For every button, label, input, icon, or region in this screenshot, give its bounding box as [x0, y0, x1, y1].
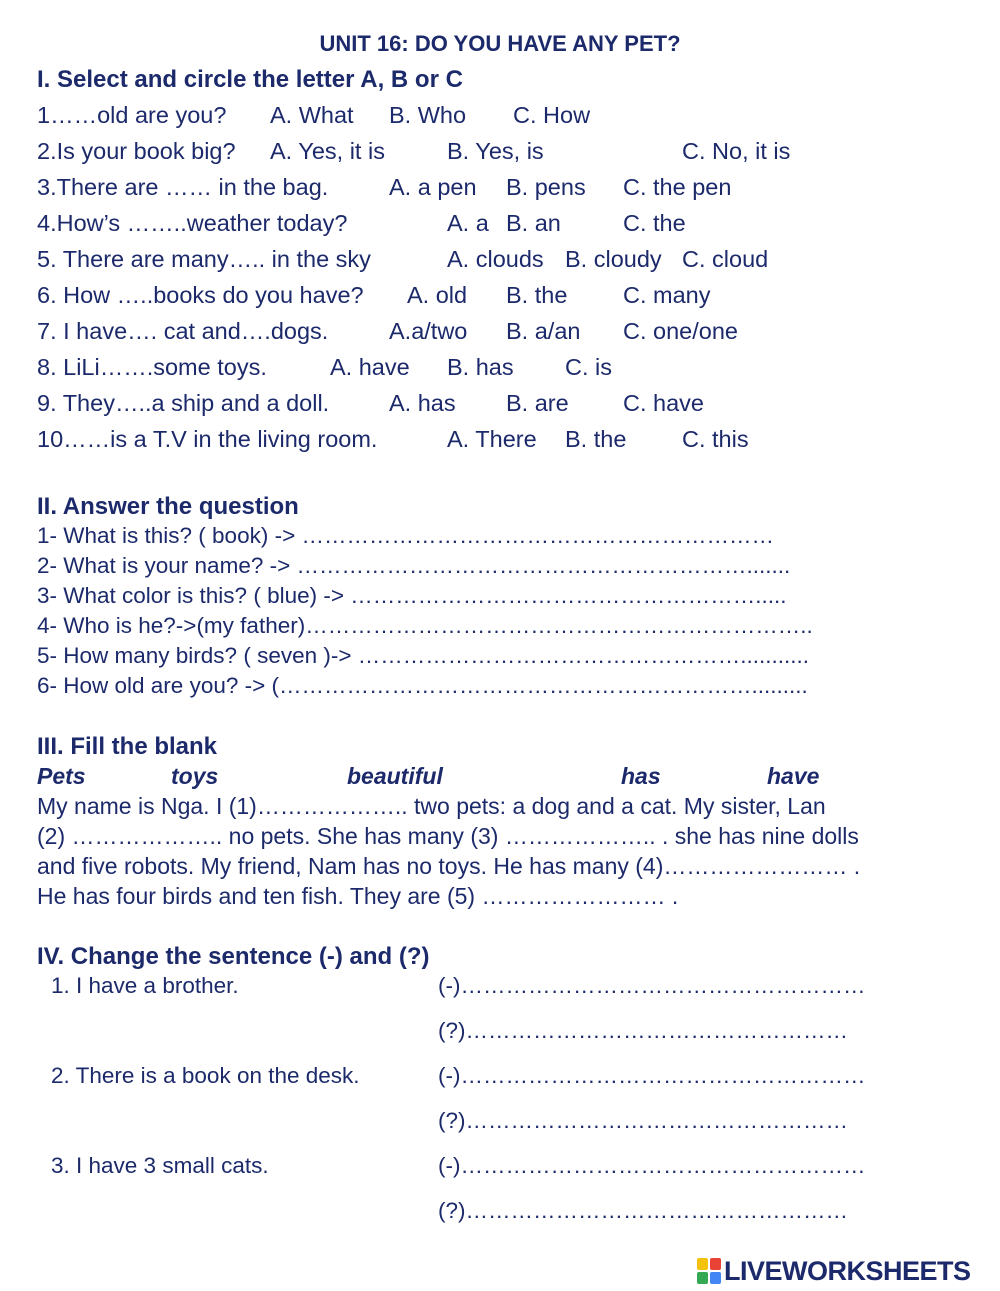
logo-text: LIVEWORKSHEETS — [724, 1255, 971, 1286]
s1-q9-text: 9. They…..a ship and a doll. — [37, 390, 330, 416]
s4-sentence-2: 2. There is a book on the desk. — [51, 1063, 360, 1088]
s1-q2-option-c[interactable]: C. No, it is — [682, 138, 791, 164]
s1-q9-option-c[interactable]: C. have — [623, 390, 704, 416]
s4-question-line-1[interactable]: (?)…………………………………………… — [438, 1018, 848, 1043]
s1-q5-option-a[interactable]: A. clouds — [447, 246, 544, 272]
section4-heading: IV. Change the sentence (-) and (?) — [37, 943, 430, 970]
s4-question-line-2[interactable]: (?)…………………………………………… — [438, 1108, 848, 1133]
s1-q6-option-c[interactable]: C. many — [623, 282, 711, 308]
s1-q4-text: 4.How’s ……..weather today? — [37, 210, 348, 236]
s1-q4-option-a[interactable]: A. a — [447, 210, 489, 236]
s3-paragraph-line-4: He has four birds and ten fish. They are (5) …………………… . — [37, 883, 679, 909]
s1-q10-text: 10……is a T.V in the living room. — [37, 426, 378, 452]
word-bank-has: has — [621, 763, 661, 789]
s3-paragraph-line-2: (2) ……………….. no pets. She has many (3) ……………….. . she has nine dolls — [37, 823, 859, 849]
s1-q2-text: 2.Is your book big? — [37, 138, 236, 164]
s2-answer-line-2[interactable]: 2- What is your name? -> ……………………………………………………....... — [37, 553, 791, 578]
section3-heading: III. Fill the blank — [37, 733, 218, 760]
s4-sentence-3: 3. I have 3 small cats. — [51, 1153, 269, 1178]
s1-q2-option-a[interactable]: A. Yes, it is — [270, 138, 385, 164]
s1-q3-option-c[interactable]: C. the pen — [623, 174, 732, 200]
s1-q5-option-c[interactable]: C. cloud — [682, 246, 769, 272]
s1-q9-option-a[interactable]: A. has — [389, 390, 456, 416]
word-bank-have: have — [767, 763, 820, 789]
s1-q7-option-a[interactable]: A.a/two — [389, 318, 468, 344]
word-bank-toys: toys — [171, 763, 219, 789]
liveworksheets-logo — [697, 1256, 971, 1286]
s4-negative-line-1[interactable]: (-)……………………………………………… — [438, 973, 866, 998]
s1-q7-text: 7. I have…. cat and….dogs. — [37, 318, 329, 344]
s4-sentence-1: 1. I have a brother. — [51, 973, 239, 998]
s1-q1-text: 1……old are you? — [37, 102, 227, 128]
s1-q10-option-a[interactable]: A. There — [447, 426, 537, 452]
s1-q8-text: 8. LiLi…….some toys. — [37, 354, 267, 380]
s1-q7-option-c[interactable]: C. one/one — [623, 318, 738, 344]
s1-q1-option-a[interactable]: A. What — [270, 102, 354, 128]
s1-q3-option-b[interactable]: B. pens — [506, 174, 586, 200]
s1-q10-option-b[interactable]: B. the — [565, 426, 627, 452]
logo-blocks-icon — [697, 1258, 721, 1284]
s1-q6-text: 6. How …..books do you have? — [37, 282, 364, 308]
s1-q2-option-b[interactable]: B. Yes, is — [447, 138, 544, 164]
s4-question-line-3[interactable]: (?)…………………………………………… — [438, 1198, 848, 1223]
s1-q8-option-c[interactable]: C. is — [565, 354, 612, 380]
s1-q3-text: 3.There are …… in the bag. — [37, 174, 329, 200]
section2-heading: II. Answer the question — [37, 493, 299, 520]
s4-negative-line-2[interactable]: (-)……………………………………………… — [438, 1063, 866, 1088]
s1-q1-option-b[interactable]: B. Who — [389, 102, 467, 128]
section1-heading: I. Select and circle the letter A, B or C — [37, 66, 463, 93]
worksheet-title: UNIT 16: DO YOU HAVE ANY PET? — [319, 31, 681, 56]
s2-answer-line-1[interactable]: 1- What is this? ( book) -> ……………………………………………………… — [37, 523, 774, 548]
s4-negative-line-3[interactable]: (-)……………………………………………… — [438, 1153, 866, 1178]
s1-q3-option-a[interactable]: A. a pen — [389, 174, 477, 200]
s2-answer-line-3[interactable]: 3- What color is this? ( blue) -> ………………………………………………..... — [37, 583, 787, 608]
word-bank-pets: Pets — [37, 763, 86, 789]
s1-q1-option-c[interactable]: C. How — [513, 102, 591, 128]
s1-q7-option-b[interactable]: B. a/an — [506, 318, 581, 344]
s1-q6-option-b[interactable]: B. the — [506, 282, 568, 308]
s1-q5-text: 5. There are many….. in the sky — [37, 246, 371, 272]
s1-q8-option-b[interactable]: B. has — [447, 354, 514, 380]
s3-paragraph-line-1: My name is Nga. I (1)……………….. two pets: a dog and a cat. My sister, Lan — [37, 793, 826, 819]
s1-q9-option-b[interactable]: B. are — [506, 390, 569, 416]
s3-paragraph-line-3: and five robots. My friend, Nam has no toys. He has many (4)…………………… . — [37, 853, 861, 879]
word-bank-beautiful: beautiful — [347, 763, 443, 789]
s2-answer-line-6[interactable]: 6- How old are you? -> (………………………………………………………......... — [37, 673, 808, 698]
s1-q4-option-c[interactable]: C. the — [623, 210, 686, 236]
s2-answer-line-4[interactable]: 4- Who is he?->(my father)………………………………………………………….. — [37, 613, 813, 638]
s1-q4-option-b[interactable]: B. an — [506, 210, 561, 236]
s1-q8-option-a[interactable]: A. have — [330, 354, 410, 380]
s1-q10-option-c[interactable]: C. this — [682, 426, 749, 452]
s2-answer-line-5[interactable]: 5- How many birds? ( seven )-> ……………………………………………........... — [37, 643, 809, 668]
s1-q6-option-a[interactable]: A. old — [407, 282, 468, 308]
s1-q5-option-b[interactable]: B. cloudy — [565, 246, 662, 272]
